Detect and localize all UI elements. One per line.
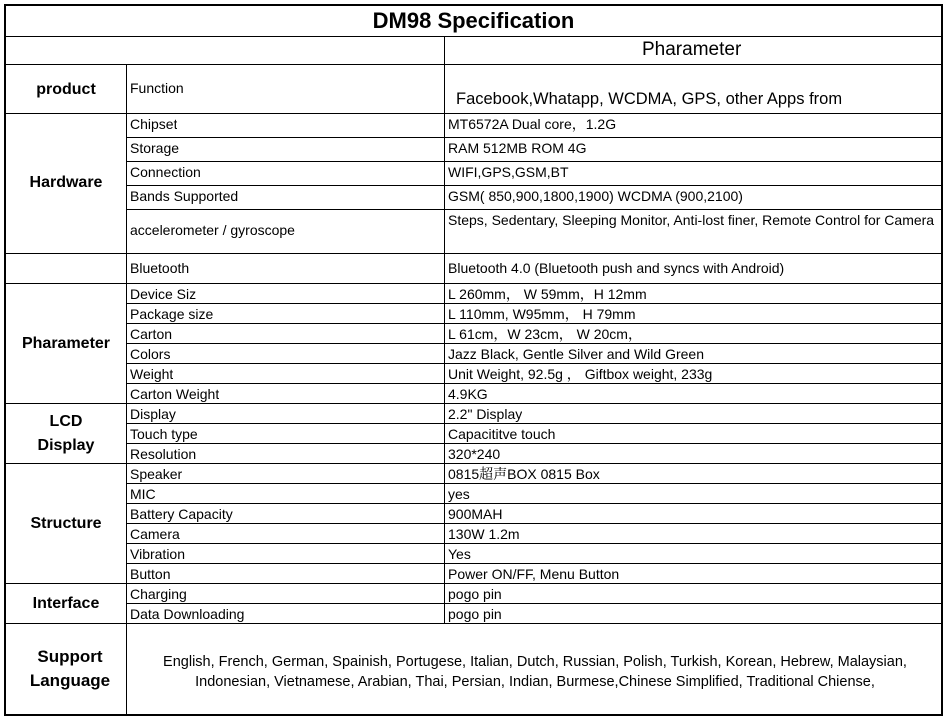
category-lcd-line1: LCD <box>49 413 83 430</box>
item-package-size: Package size <box>130 306 214 322</box>
item-colors: Colors <box>130 346 171 362</box>
grid-line <box>6 623 941 624</box>
grid-line <box>126 161 941 162</box>
grid-line <box>6 463 941 464</box>
grid-line <box>126 323 941 324</box>
item-camera: Camera <box>130 526 180 542</box>
grid-line <box>126 383 941 384</box>
category-language-line1: Support <box>37 647 103 666</box>
grid-line <box>6 253 941 254</box>
grid-line <box>126 443 941 444</box>
value-touch-type: Capacititve touch <box>448 426 556 442</box>
item-vibration: Vibration <box>130 546 186 562</box>
grid-line <box>126 483 941 484</box>
value-carton: L 61cm，W 23cm， W 20cm， <box>448 326 642 342</box>
spec-table <box>4 4 943 716</box>
item-resolution: Resolution <box>130 446 197 462</box>
grid-line <box>126 423 941 424</box>
category-language <box>10 640 130 698</box>
item-display: Display <box>130 406 176 422</box>
item-data-downloading: Data Downloading <box>130 606 245 622</box>
item-carton: Carton <box>130 326 173 342</box>
grid-line <box>6 403 941 404</box>
item-chipset: Chipset <box>130 116 178 132</box>
language-line-1: English, French, German, Spainish, Portugese, Italian, Dutch, Russian, Polish, Turkish, Korean, Hebrew, Malaysian, <box>163 654 907 670</box>
item-connection: Connection <box>130 164 201 180</box>
value-chipset: MT6572A Dual core，1.2G <box>448 116 617 132</box>
value-weight: Unit Weight, 92.5g ， Giftbox weight, 233g <box>448 366 713 382</box>
category-lcd-line2: Display <box>37 437 95 454</box>
grid-line <box>6 583 941 584</box>
value-button: Power ON/FF, Menu Button <box>448 566 620 582</box>
value-connection: WIFI,GPS,GSM,BT <box>448 164 569 180</box>
grid-line <box>126 503 941 504</box>
grid-line <box>126 363 941 364</box>
grid-line <box>126 343 941 344</box>
value-vibration: Yes <box>448 546 471 562</box>
value-bluetooth: Bluetooth 4.0 (Bluetooth push and syncs with Android) <box>448 260 785 276</box>
grid-line <box>126 543 941 544</box>
grid-line <box>6 113 941 114</box>
item-mic: MIC <box>130 486 156 502</box>
value-carton-weight: 4.9KG <box>448 386 488 402</box>
grid-line <box>6 36 941 37</box>
value-charging: pogo pin <box>448 586 502 602</box>
table-title: DM98 Specification <box>372 8 575 33</box>
value-mic: yes <box>448 486 470 502</box>
item-function: Function <box>130 80 184 96</box>
value-package-size: L 110mm, W95mm， H 79mm <box>448 306 636 322</box>
value-colors: Jazz Black, Gentle Silver and Wild Green <box>448 346 704 362</box>
item-button: Button <box>130 566 171 582</box>
language-list <box>129 652 941 692</box>
grid-line <box>6 64 941 65</box>
item-bands: Bands Supported <box>130 188 239 204</box>
item-sensor: accelerometer / gyroscope <box>130 222 295 238</box>
value-sensor: Steps, Sedentary, Sleeping Monitor, Anti-lost finer, Remote Control for Camera <box>448 212 935 228</box>
grid-line <box>126 563 941 564</box>
category-language-line2: Language <box>29 671 111 690</box>
value-function: Facebook,Whatapp, WCDMA, GPS, other Apps from <box>456 90 843 108</box>
category-lcd <box>6 404 126 464</box>
grid-line <box>126 209 941 210</box>
item-speaker: Speaker <box>130 466 183 482</box>
value-device-size: L 260mm， W 59mm，H 12mm <box>448 286 647 302</box>
value-camera: 130W 1.2m <box>448 526 520 542</box>
item-touch-type: Touch type <box>130 426 198 442</box>
parameter-header: Pharameter <box>642 39 742 60</box>
grid-line <box>126 523 941 524</box>
language-line-2: Indonesian, Vietnamese, Arabian, Thai, Persian, Indian, Burmese,Chinese Simplified, Traditional Chiense, <box>195 674 875 690</box>
category-pharameter: Pharameter <box>21 335 111 352</box>
item-battery: Battery Capacity <box>130 506 233 522</box>
item-device-size: Device Siz <box>130 286 197 302</box>
grid-line <box>126 137 941 138</box>
category-hardware: Hardware <box>29 174 103 191</box>
value-battery: 900MAH <box>448 506 503 522</box>
value-speaker: 0815超声BOX 0815 Box <box>448 466 600 482</box>
value-bands: GSM( 850,900,1800,1900) WCDMA (900,2100) <box>448 188 743 204</box>
value-data-downloading: pogo pin <box>448 606 502 622</box>
category-interface: Interface <box>32 595 100 612</box>
item-charging: Charging <box>130 586 187 602</box>
grid-line <box>126 64 127 714</box>
grid-line <box>126 303 941 304</box>
category-product: product <box>36 80 96 98</box>
item-storage: Storage <box>130 140 180 156</box>
grid-line <box>6 283 941 284</box>
item-bluetooth: Bluetooth <box>130 260 190 276</box>
item-carton-weight: Carton Weight <box>130 386 220 402</box>
grid-line <box>444 36 445 623</box>
value-display: 2.2" Display <box>448 406 523 422</box>
value-resolution: 320*240 <box>448 446 501 462</box>
category-structure: Structure <box>30 515 102 532</box>
grid-line <box>126 603 941 604</box>
grid-line <box>126 185 941 186</box>
item-weight: Weight <box>130 366 174 382</box>
value-storage: RAM 512MB ROM 4G <box>448 140 587 156</box>
